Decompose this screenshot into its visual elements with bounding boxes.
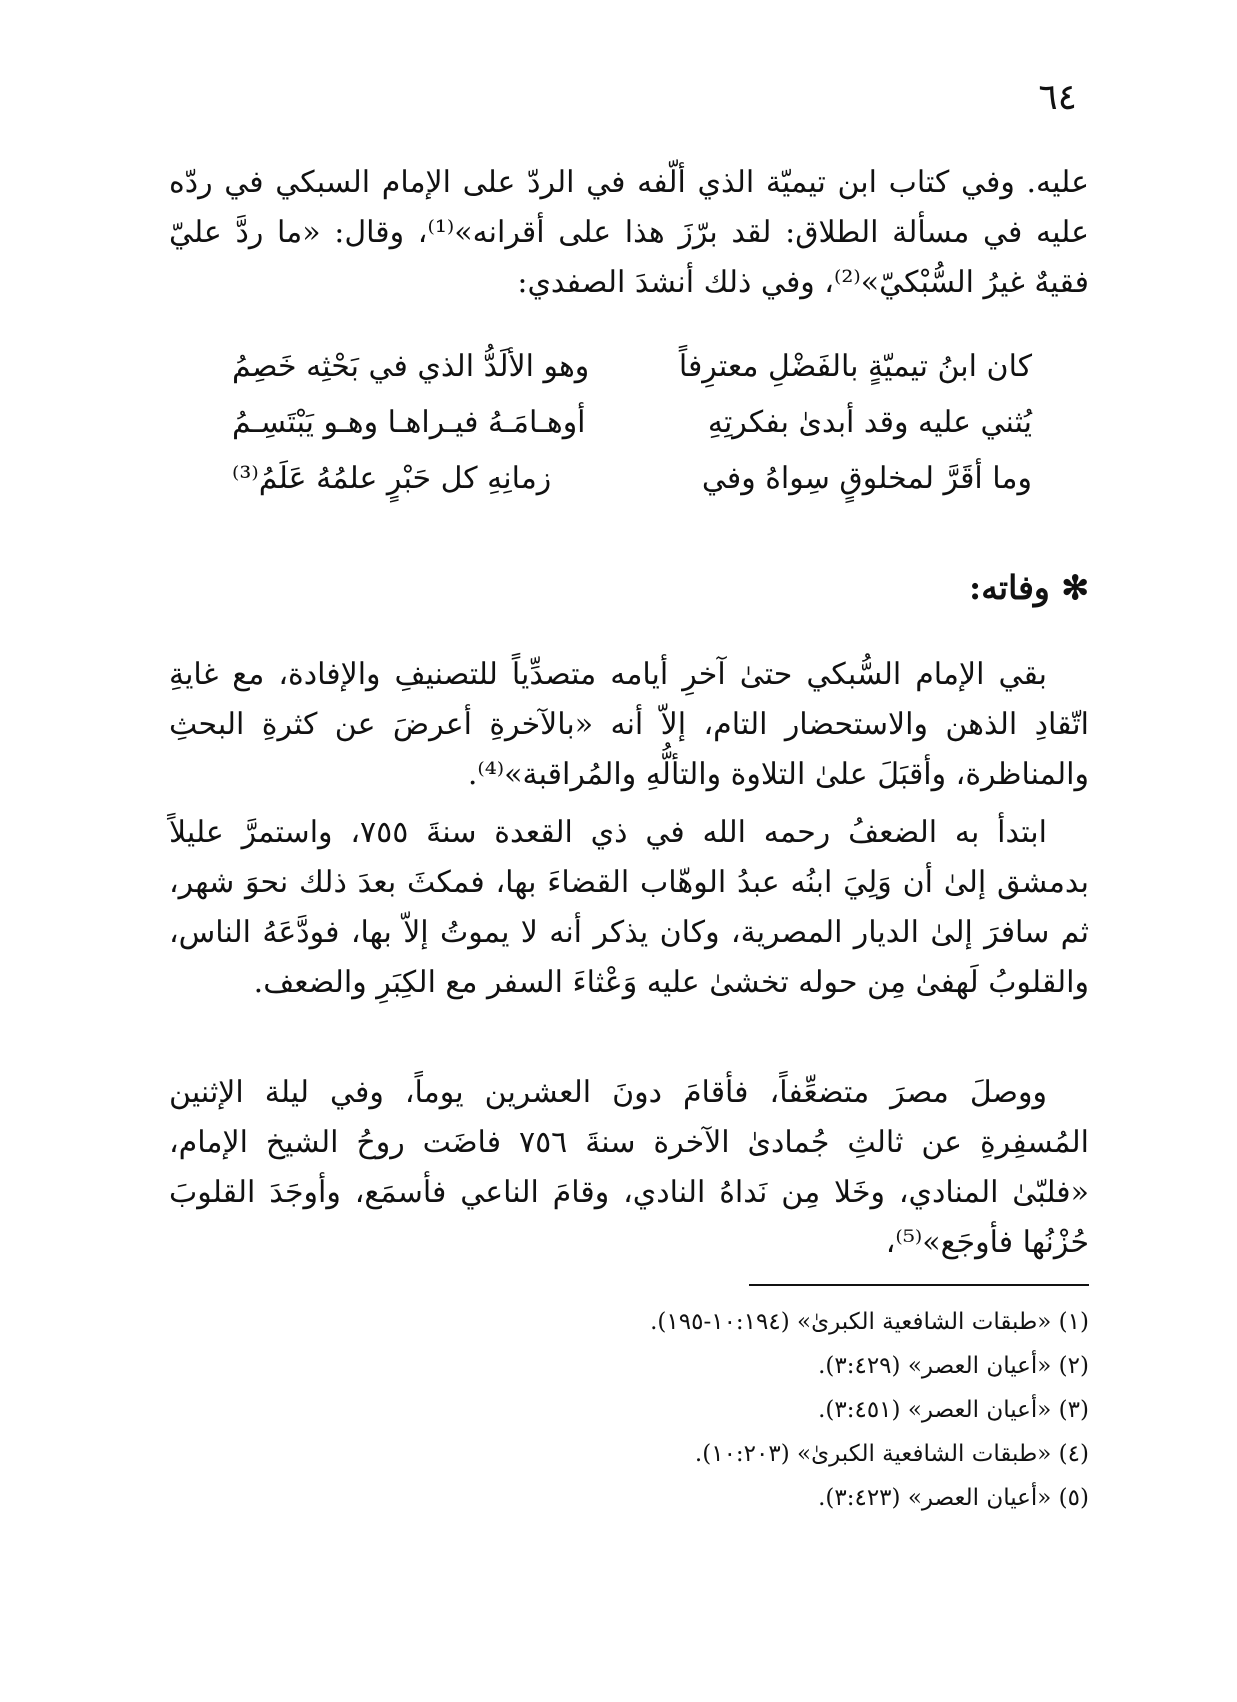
poem-hemistich-second: وهو الألَدُّ الذي في بَحْثِه خَصِمُ [232,348,590,384]
page-number: ٦٤ [1038,77,1077,118]
footnote: (١) «طبقات الشافعية الكبرىٰ» (١٠:١٩٤-١٩٥). [650,1309,1089,1335]
body-paragraph: ووصلَ مصرَ متضعِّفاً، فأقامَ دونَ العشرين يوماً، وفي ليلة الإثنين المُسفِرةِ عن ثالثِ جُمادىٰ الآخرة سنةَ ٧٥٦ فاضَت روحُ الشيخ الإمام، «فلبّىٰ المنادي، وخَلا مِن نَداهُ النادي، وقامَ الناعي فأسمَع، وأوجَدَ القلوبَ حُزْنُها فأوجَع»⁽⁵⁾، [169,1075,1089,1260]
footnote: (٤) «طبقات الشافعية الكبرىٰ» (١٠:٢٠٣). [694,1441,1089,1467]
poem-hemistich-first: كان ابنُ تيميّةٍ بالفَضْلِ معترِفاً [678,348,1032,384]
body-paragraph: ابتدأ به الضعفُ رحمه الله في ذي القعدة سنةَ ٧٥٥، واستمرَّ عليلاً بدمشق إلىٰ أن وَلِيَ ابنُه عبدُ الوهّاب القضاءَ بها، فمكثَ بعدَ ذلك نحوَ شهر، ثم سافرَ إلىٰ الديار المصرية، وكان يذكر أنه لا يموتُ إلاّ بها، فودَّعَهُ الناس، والقلوبُ لَهفىٰ مِن حوله تخشىٰ عليه وَعْثاءَ السفر مع الكِبَرِ والضعف. [169,815,1089,1000]
footnotes [169,1300,1089,1520]
poem-hemistich-first: يُثني عليه وقد أبدىٰ بفكرتِهِ [707,404,1032,440]
intro-paragraph: عليه. وفي كتاب ابن تيميّة الذي ألّفه في الردّ على الإمام السبكي في ردّه عليه في مسألة الطلاق: لقد برّزَ هذا على أقرانه»⁽¹⁾، وقال: «ما ردَّ عليّ فقيهٌ غيرُ السُّبْكيّ»⁽²⁾، وفي ذلك أنشدَ الصفدي: [169,165,1089,300]
footnote: (٣) «أعيان العصر» (٣:٤٥١). [818,1397,1089,1423]
footnote: (٥) «أعيان العصر» (٣:٤٢٣). [818,1485,1089,1511]
poem-verse [232,394,1032,450]
body-paragraph: بقي الإمام السُّبكي حتىٰ آخرِ أيامه متصدِّياً للتصنيفِ والإفادة، مع غايةِ اتّقادِ الذهن والاستحضار التام، إلاّ أنه «بالآخرةِ أعرضَ عن كثرةِ البحثِ والمناظرة، وأقبَلَ علىٰ التلاوة والتألُّهِ والمُراقبة»⁽⁴⁾. [169,657,1089,792]
poem-verse [232,338,1032,394]
poem-hemistich-second: زمانِهِ كل حَبْرٍ علمُهُ عَلَمُ⁽³⁾ [232,460,552,496]
section-heading: ✻ وفاته: [969,568,1089,607]
poem-verse [232,450,1032,506]
poem-hemistich-second: أوهـامَـهُ فيـراهـا وهـو يَبْتَسِـمُ [232,404,586,440]
footnote: (٢) «أعيان العصر» (٣:٤٢٩). [818,1353,1089,1379]
footnote-divider [749,1284,1089,1286]
poem-hemistich-first: وما أقَرَّ لمخلوقٍ سِواهُ وفي [701,460,1032,496]
poem [232,338,1032,506]
